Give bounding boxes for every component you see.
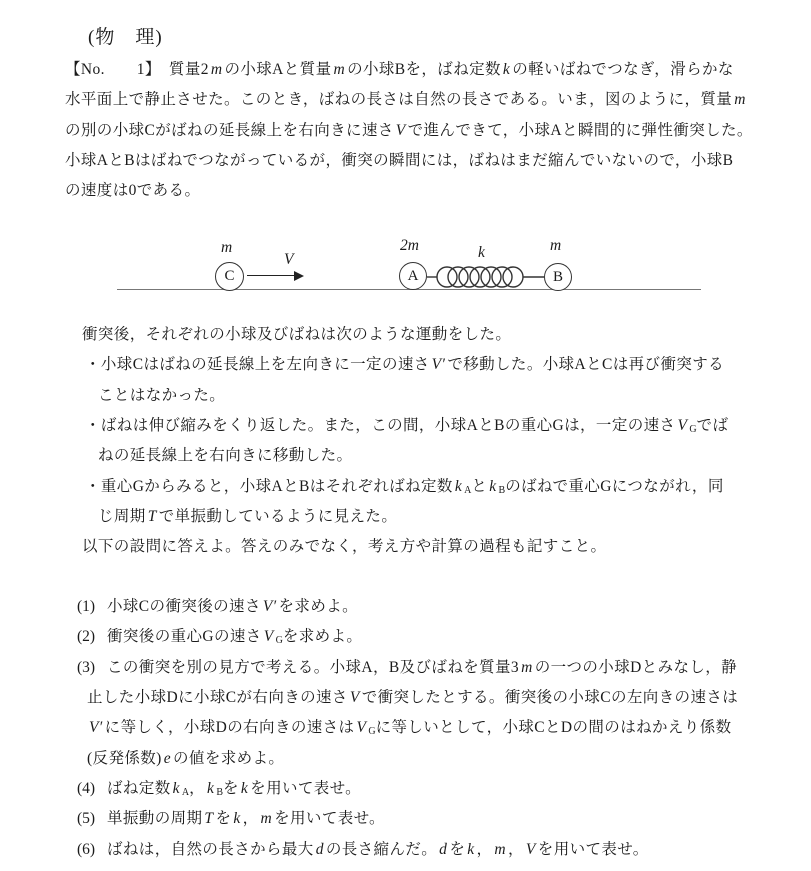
math-variable: m: [260, 810, 273, 828]
math-variable: V: [263, 628, 274, 646]
text-segment: 衝突後の重心Gの速さ: [107, 628, 262, 646]
math-variable: V′: [89, 719, 103, 737]
text-line: [77, 713, 738, 743]
math-variable: m: [734, 91, 746, 109]
text-segment: を用いて表せ。: [250, 780, 362, 798]
text-segment: 以下の設問に答えよ。答えのみでなく，考え方や計算の過程も記すこと。: [82, 538, 607, 556]
text-line: [77, 622, 738, 652]
math-variable: V: [677, 417, 688, 435]
question-number: (6): [77, 840, 96, 858]
text-segment: で単振動しているように見えた。: [158, 508, 398, 526]
text-line: [65, 85, 753, 115]
ball-c-letter: C: [224, 268, 235, 284]
text-line: [65, 146, 753, 176]
ball-a: [399, 262, 427, 290]
ball-b: [544, 263, 572, 291]
text-segment: 衝突後，それぞれの小球及びばねは次のような運動をした。: [82, 326, 512, 343]
ball-b-letter: B: [552, 268, 563, 285]
text-line: [77, 683, 738, 713]
math-subscript: G: [689, 424, 697, 436]
text-segment: ばねは，自然の長さから最大: [107, 840, 314, 858]
text-line: [82, 381, 728, 411]
text-line: [82, 320, 728, 350]
text-segment: (反発係数): [87, 749, 162, 767]
text-segment: の軽いばねでつなぎ，滑らかな: [512, 61, 734, 78]
text-line: [65, 55, 753, 85]
text-line: [65, 176, 753, 206]
text-line: [82, 441, 728, 471]
text-segment: じ周期: [98, 508, 146, 526]
math-variable: m: [521, 658, 533, 676]
math-subscript: B: [498, 484, 506, 496]
math-variable: V: [349, 689, 360, 707]
text-segment: を: [215, 810, 232, 828]
math-variable: V′: [431, 356, 446, 374]
text-segment: と: [471, 477, 488, 495]
velocity-label: V: [284, 251, 294, 268]
text-line: [77, 592, 738, 622]
text-segment: を用いて表せ。: [537, 840, 649, 858]
math-subscript: G: [368, 726, 376, 738]
text-line: [77, 804, 738, 834]
velocity-arrow-head-icon: [294, 271, 304, 281]
question-number: (5): [77, 810, 96, 828]
text-line: [82, 502, 728, 532]
text-segment: で移動した。小球AとCは再び衝突する: [447, 356, 725, 374]
text-segment: に等しいとして，小球CとDの間のはねかえり係数: [375, 719, 732, 737]
math-variable: k: [207, 780, 215, 798]
text-segment: ・小球Cはばねの延長線上を左向きに一定の速さ: [85, 356, 430, 374]
text-segment: で進んできて，小球Aと瞬間的に弾性衝突した。: [407, 121, 753, 139]
text-line: [82, 350, 728, 380]
text-segment: の小球Bを，ばね定数: [347, 61, 501, 78]
math-variable: k: [467, 840, 475, 858]
text-line: [82, 532, 728, 562]
text-line: [77, 744, 738, 774]
text-segment: ，: [189, 780, 206, 798]
math-variable: V′: [262, 598, 277, 615]
math-subscript: A: [464, 484, 472, 496]
mass-label-c: m: [221, 239, 233, 256]
math-variable: T: [204, 810, 214, 828]
math-subscript: G: [275, 635, 283, 647]
text-segment: ねの延長線上を右向きに移動した。: [98, 447, 353, 465]
text-segment: を求めよ。: [278, 598, 359, 615]
text-segment: でば: [696, 417, 729, 435]
math-subscript: A: [181, 787, 190, 799]
math-variable: k: [172, 780, 180, 798]
math-variable: T: [147, 508, 157, 526]
physics-diagram: [0, 230, 811, 300]
text-segment: この衝突を別の見方で考える。小球A，B及びばねを質量3: [107, 658, 520, 676]
question-number: (2): [77, 628, 96, 646]
spring-constant-label: k: [478, 244, 485, 261]
math-variable: k: [454, 477, 463, 495]
math-subscript: B: [216, 787, 223, 799]
math-variable: V: [356, 719, 367, 737]
math-variable: m: [494, 840, 507, 858]
math-variable: k: [233, 810, 241, 828]
text-segment: ことはなかった。: [98, 386, 226, 404]
questions-list: [77, 592, 738, 865]
text-line: [77, 653, 738, 683]
math-variable: k: [502, 61, 511, 78]
math-variable: d: [315, 840, 324, 858]
question-number: (3): [77, 658, 96, 676]
text-line: [65, 116, 753, 146]
spring-coil-icon: [427, 263, 544, 291]
ball-c: [215, 262, 244, 291]
ball-a-letter: A: [407, 267, 419, 284]
math-variable: k: [240, 780, 249, 798]
math-variable: d: [439, 840, 448, 858]
text-segment: ，: [242, 810, 259, 828]
text-segment: ，: [508, 840, 524, 858]
text-segment: 単振動の周期: [107, 810, 203, 828]
mass-label-b: m: [550, 237, 562, 254]
text-segment: を: [449, 840, 466, 858]
text-segment: の別の小球Cがばねの延長線上を右向きに速さ: [65, 121, 394, 139]
text-segment: の一つの小球Dとみなし，静: [534, 658, 738, 676]
question-number: (1): [77, 598, 96, 615]
question-number: (4): [77, 780, 96, 798]
text-segment: を求めよ。: [282, 628, 363, 646]
velocity-arrow: [247, 275, 295, 276]
text-segment: を用いて表せ。: [274, 810, 385, 828]
text-line: [77, 835, 738, 865]
math-variable: e: [163, 749, 172, 767]
text-segment: 水平面上で静止させた。このとき，ばねの長さは自然の長さである。いま，図のように，質量: [65, 91, 733, 109]
text-segment: ・重心Gからみると，小球AとBはそれぞればね定数: [85, 477, 453, 495]
math-variable: V: [525, 840, 536, 858]
text-segment: の長さ縮んだ。: [325, 840, 438, 858]
text-segment: で衝突したとする。衝突後の小球Cの左向きの速さは: [361, 689, 739, 707]
text-segment: ばね定数: [107, 780, 171, 798]
text-line: [77, 774, 738, 804]
text-segment: のばねで重心Gにつながれ，同: [505, 477, 724, 495]
subject-title: (物 理): [88, 27, 163, 48]
text-segment: に等しく，小球Dの右向きの速さは: [104, 719, 355, 737]
text-segment: ，: [476, 840, 493, 858]
math-variable: m: [333, 61, 346, 78]
math-variable: V: [395, 121, 406, 139]
text-segment: の小球Aと質量: [224, 61, 332, 78]
text-segment: を: [222, 780, 239, 798]
text-segment: 小球AとBはばねでつながっているが，衝突の瞬間には，ばねはまだ縮んでいないので，小球B: [65, 152, 734, 170]
text-segment: の値を求めよ。: [173, 749, 285, 767]
mass-label-a: 2m: [400, 237, 419, 254]
observations-block: [82, 320, 728, 563]
text-segment: の速度は0である。: [65, 182, 201, 200]
problem-statement: [65, 55, 753, 207]
text-segment: 小球Cの衝突後の速さ: [107, 598, 261, 615]
text-segment: 止した小球Dに小球Cが右向きの速さ: [87, 689, 348, 707]
text-line: [82, 472, 728, 502]
math-variable: m: [210, 61, 223, 78]
math-variable: k: [489, 477, 497, 495]
text-line: [82, 411, 728, 441]
text-segment: ・ばねは伸び縮みをくり返した。また，この間，小球AとBの重心Gは，一定の速さ: [85, 417, 676, 435]
text-segment: 【No. 1】 質量2: [65, 61, 209, 78]
